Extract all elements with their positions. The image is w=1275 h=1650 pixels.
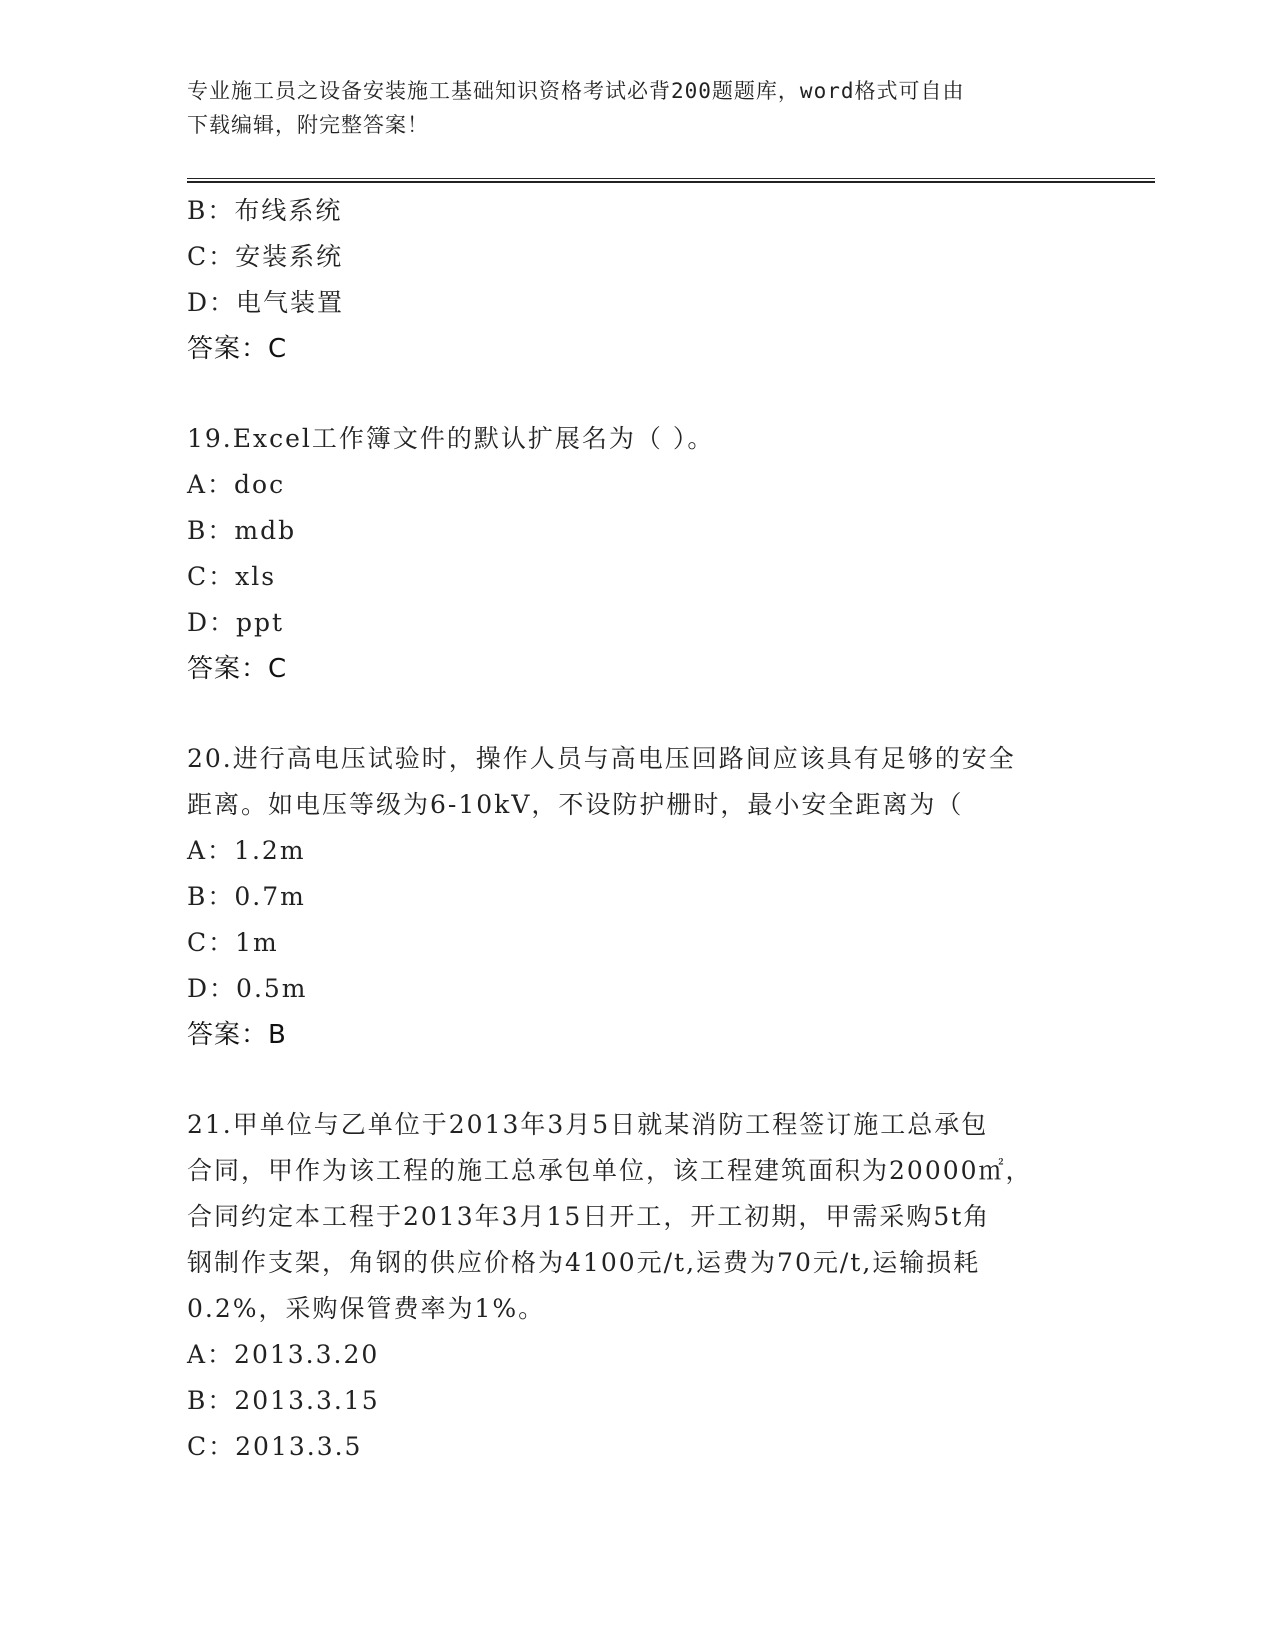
option-c: C：2013.3.5 (187, 1432, 363, 1461)
option-b: B：0.7m (187, 882, 306, 911)
question-text-line: 0.2%，采购保管费率为1%。 (187, 1294, 546, 1323)
question-text-line: 合同，甲作为该工程的施工总承包单位，该工程建筑面积为20000㎡， (187, 1156, 1033, 1185)
document-header (187, 74, 1067, 142)
option-c: C：xls (187, 562, 277, 591)
spacer (187, 1058, 1087, 1102)
question-text-line: 钢制作支架，角钢的供应价格为4100元/t,运费为70元/t,运输损耗 (187, 1248, 981, 1277)
option-d: D：电气装置 (187, 288, 345, 317)
option-d: D：ppt (187, 608, 285, 637)
spacer (187, 692, 1087, 736)
header-line-1: 专业施工员之设备安装施工基础知识资格考试必背200题题库，word格式可自由 (187, 79, 965, 103)
option-a: A：1.2m (187, 836, 306, 865)
question-19 (187, 416, 1087, 692)
option-c: C：安装系统 (187, 242, 344, 271)
option-a: A：doc (187, 470, 286, 499)
question-18 (187, 188, 1087, 372)
header-line-2: 下载编辑，附完整答案！ (187, 113, 429, 137)
question-text-line: 合同约定本工程于2013年3月15日开工，开工初期，甲需采购5t角 (187, 1202, 991, 1231)
option-b: B：布线系统 (187, 196, 343, 225)
header-divider-thin (187, 178, 1155, 179)
option-b: B：2013.3.15 (187, 1386, 380, 1415)
option-d: D：0.5m (187, 974, 308, 1003)
option-b: B：mdb (187, 516, 297, 545)
question-list (187, 188, 1087, 1470)
option-a: A：2013.3.20 (187, 1340, 380, 1369)
question-text-line: 21.甲单位与乙单位于2013年3月5日就某消防工程签订施工总承包 (187, 1110, 989, 1139)
question-20 (187, 736, 1087, 1058)
question-text: 19.Excel工作簿文件的默认扩展名为（ ）。 (187, 424, 715, 453)
header-divider-thick (187, 181, 1155, 183)
question-text-line: 距离。如电压等级为6-10kV，不设防护栅时，最小安全距离为（ (187, 790, 964, 819)
question-text-line: 20.进行高电压试验时，操作人员与高电压回路间应该具有足够的安全 (187, 744, 1016, 773)
question-text (187, 736, 1087, 828)
spacer (187, 372, 1087, 416)
answer-line: 答案：C (187, 334, 288, 364)
answer-line: 答案：C (187, 654, 288, 684)
question-text (187, 1102, 1087, 1332)
question-21 (187, 1102, 1087, 1470)
answer-line: 答案：B (187, 1020, 287, 1050)
option-c: C：1m (187, 928, 279, 957)
